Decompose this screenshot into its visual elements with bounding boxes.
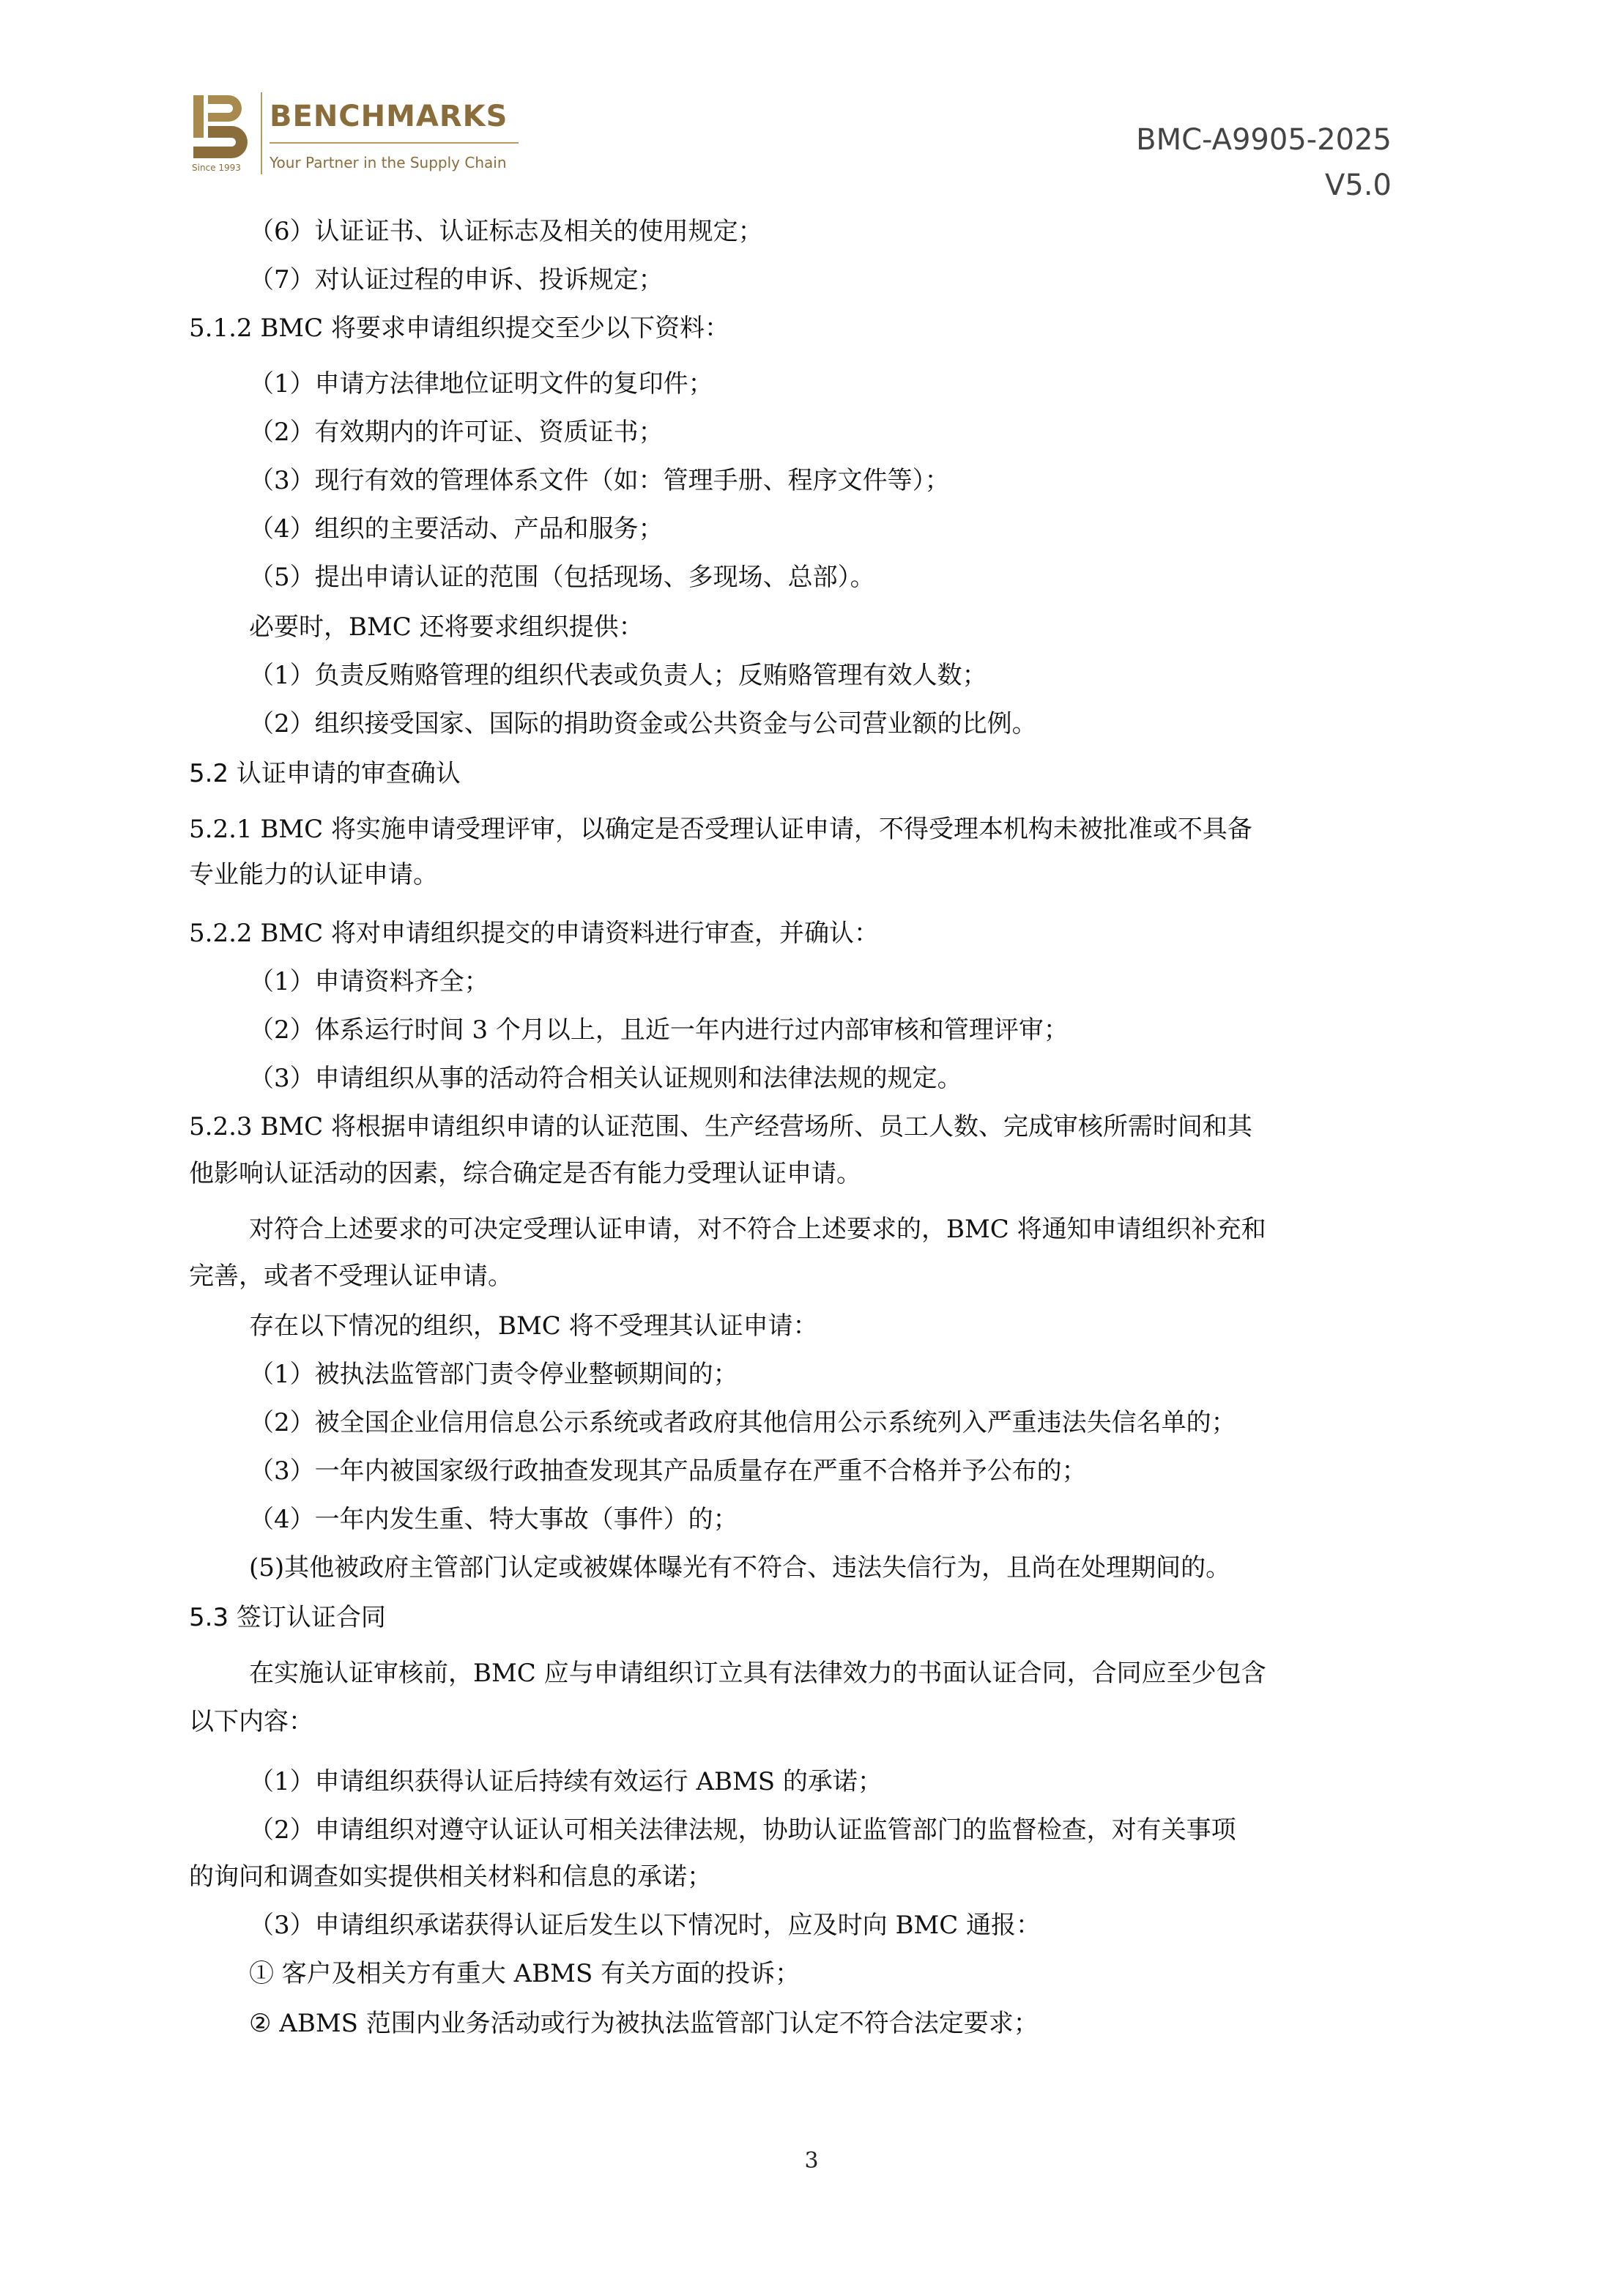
benchmarks-logo-icon — [189, 92, 259, 163]
body-line: 存在以下情况的组织，BMC 将不受理其认证申请： — [249, 1311, 818, 1341]
body-line: 对符合上述要求的可决定受理认证申请，对不符合上述要求的，BMC 将通知申请组织补充和 — [249, 1215, 1266, 1244]
body-line: （3）一年内被国家级行政抽查发现其产品质量存在严重不合格并予公布的； — [249, 1456, 1087, 1486]
body-line: (5)其他被政府主管部门认定或被媒体曝光有不符合、违法失信行为，且尚在处理期间的。 — [249, 1553, 1231, 1582]
body-line: 在实施认证审核前，BMC 应与申请组织订立具有法律效力的书面认证合同，合同应至少包含 — [249, 1659, 1266, 1688]
section-heading: 5.3 签订认证合同 — [189, 1603, 386, 1632]
body-line: 专业能力的认证申请。 — [189, 860, 438, 889]
body-line: 5.2.1 BMC 将实施申请受理评审，以确定是否受理认证申请，不得受理本机构未被批准或不具备 — [189, 815, 1252, 844]
body-line: （2）有效期内的许可证、资质证书； — [249, 418, 664, 447]
logo-name: BENCHMARKS — [270, 100, 508, 133]
body-line: （2）被全国企业信用信息公示系统或者政府其他信用公示系统列入严重违法失信名单的； — [249, 1408, 1236, 1437]
body-line: （1）负责反贿赂管理的组织代表或负责人；反贿赂管理有效人数； — [249, 661, 987, 690]
body-line: 完善，或者不受理认证申请。 — [189, 1262, 513, 1291]
body-line: （6）认证证书、认证标志及相关的使用规定； — [249, 217, 763, 246]
logo-underline — [270, 142, 519, 144]
body-line: （4）一年内发生重、特大事故（事件）的； — [249, 1505, 738, 1534]
body-line: （5）提出申请认证的范围（包括现场、多现场、总部）。 — [249, 563, 875, 592]
section-heading: 5.2 认证申请的审查确认 — [189, 759, 461, 788]
logo-tagline: Your Partner in the Supply Chain — [270, 154, 507, 171]
body-line: 的询问和调查如实提供相关材料和信息的承诺； — [189, 1862, 712, 1892]
body-line: （3）申请组织从事的活动符合相关认证规则和法律法规的规定。 — [249, 1064, 962, 1093]
body-line: （1）申请组织获得认证后持续有效运行 ABMS 的承诺； — [249, 1767, 883, 1796]
body-line: 5.2.2 BMC 将对申请组织提交的申请资料进行审查，并确认： — [189, 919, 879, 948]
body-line: （1）申请方法律地位证明文件的复印件； — [249, 369, 713, 399]
body-line: （2）组织接受国家、国际的捐助资金或公共资金与公司营业额的比例。 — [249, 709, 1037, 738]
document-version: V5.0 — [1325, 169, 1392, 202]
body-line: （1）被执法监管部门责令停业整顿期间的； — [249, 1360, 738, 1389]
logo-divider — [261, 92, 262, 174]
body-line: （3）申请组织承诺获得认证后发生以下情况时，应及时向 BMC 通报： — [249, 1911, 1041, 1940]
body-line: （1）申请资料齐全； — [249, 967, 489, 996]
body-line: 5.2.3 BMC 将根据申请组织申请的认证范围、生产经营场所、员工人数、完成审核所需时间和其 — [189, 1112, 1252, 1141]
document-identifier — [1136, 117, 1392, 208]
body-line: ② ABMS 范围内业务活动或行为被执法监管部门认定不符合法定要求； — [249, 2009, 1039, 2038]
logo-since: Since 1993 — [192, 163, 241, 173]
body-line: （4）组织的主要活动、产品和服务； — [249, 514, 664, 544]
body-line: （7）对认证过程的申诉、投诉规定； — [249, 265, 664, 295]
body-line: 必要时，BMC 还将要求组织提供： — [249, 612, 644, 642]
body-line: （2）体系运行时间 3 个月以上，且近一年内进行过内部审核和管理评审； — [249, 1015, 1069, 1045]
company-logo — [189, 92, 526, 177]
page-number: 3 — [804, 2148, 819, 2174]
document-code: BMC-A9905-2025 — [1136, 123, 1392, 157]
body-line: ① 客户及相关方有重大 ABMS 有关方面的投诉； — [249, 1959, 801, 1988]
body-line: 他影响认证活动的因素，综合确定是否有能力受理认证申请。 — [189, 1159, 861, 1188]
body-line: （3）现行有效的管理体系文件（如：管理手册、程序文件等）； — [249, 466, 950, 495]
body-line: 5.1.2 BMC 将要求申请组织提交至少以下资料： — [189, 314, 729, 343]
body-line: （2）申请组织对遵守认证认可相关法律法规，协助认证监管部门的监督检查，对有关事项 — [249, 1815, 1236, 1845]
body-line: 以下内容： — [189, 1707, 313, 1736]
